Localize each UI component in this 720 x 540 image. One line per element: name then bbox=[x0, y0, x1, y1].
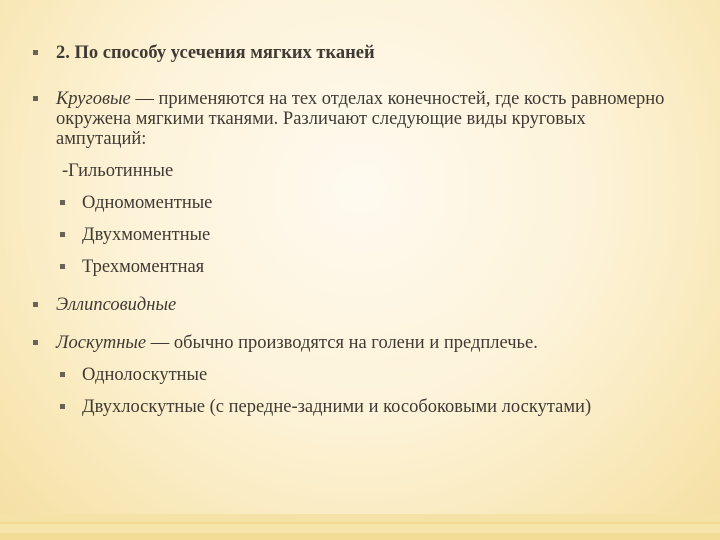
list-item-two-stage bbox=[30, 225, 680, 245]
flap-description: — обычно производятся на голени и предплечье. bbox=[146, 333, 538, 353]
guillotine-label: -Гильотинные bbox=[62, 161, 174, 181]
term-elliptical: Эллипсовидные bbox=[56, 295, 177, 315]
square-bullet-icon bbox=[33, 96, 38, 101]
list-item-heading bbox=[30, 43, 680, 63]
square-bullet-icon bbox=[60, 404, 65, 409]
list-item-single-flap bbox=[30, 365, 680, 385]
single-flap-label: Однолоскутные bbox=[82, 365, 208, 385]
list-item-circular bbox=[30, 89, 680, 149]
slide-content bbox=[30, 43, 680, 417]
list-item-flap bbox=[30, 333, 680, 353]
list-item-one-stage bbox=[30, 193, 680, 213]
double-flap-label: Двухлоскутные (с передне-задними и кособоковыми лоскутами) bbox=[82, 397, 592, 417]
square-bullet-icon bbox=[60, 372, 65, 377]
list-item-double-flap bbox=[30, 397, 680, 417]
term-flap: Лоскутные bbox=[56, 333, 147, 353]
one-stage-label: Одномоментные bbox=[82, 193, 213, 213]
square-bullet-icon bbox=[33, 340, 38, 345]
list-item-elliptical bbox=[30, 295, 680, 315]
square-bullet-icon bbox=[60, 200, 65, 205]
circular-description: — применяются на тех отделах конечностей, где кость равномерно окружена мягкими тканями. Различают следующие виды круговых ампутаций: bbox=[56, 89, 665, 149]
decorative-bottom-stripes bbox=[0, 514, 720, 540]
section-heading: 2. По способу усечения мягких тканей bbox=[56, 43, 375, 63]
square-bullet-icon bbox=[60, 232, 65, 237]
square-bullet-icon bbox=[33, 50, 38, 55]
list-item-three-stage bbox=[30, 257, 680, 277]
square-bullet-icon bbox=[33, 302, 38, 307]
list-item-guillotine bbox=[30, 161, 680, 181]
two-stage-label: Двухмоментные bbox=[82, 225, 211, 245]
term-circular: Круговые bbox=[56, 89, 131, 109]
three-stage-label: Трехмоментная bbox=[82, 257, 205, 277]
square-bullet-icon bbox=[60, 264, 65, 269]
